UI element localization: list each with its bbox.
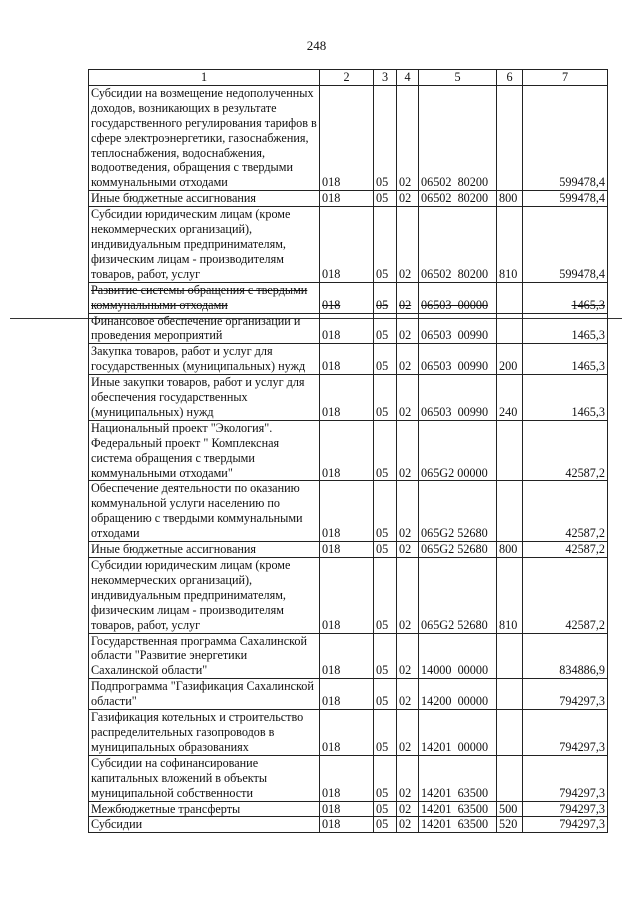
ministry-code-cell: 018 xyxy=(320,191,374,207)
row-name-cell: Межбюджетные трансферты xyxy=(89,801,320,817)
row-name-cell: Государственная программа Сахалинской области "Развитие энергетики Сахалинской области" xyxy=(89,633,320,679)
amount-cell: 834886,9 xyxy=(523,633,608,679)
amount-cell: 42587,2 xyxy=(523,481,608,542)
subsection-code-cell: 02 xyxy=(397,633,419,679)
ministry-code-cell: 018 xyxy=(320,207,374,283)
subsection-code-cell: 02 xyxy=(397,85,419,190)
ministry-code-cell: 018 xyxy=(320,755,374,801)
row-name-cell: Финансовое обеспечение организации и проведения мероприятий xyxy=(89,313,320,344)
subsection-code-cell: 02 xyxy=(397,817,419,833)
subsection-code-cell: 02 xyxy=(397,710,419,756)
ministry-code-cell: 018 xyxy=(320,801,374,817)
expense-type-cell: 520 xyxy=(497,817,523,833)
section-code-cell: 05 xyxy=(374,801,397,817)
expense-type-cell xyxy=(497,313,523,344)
row-name-cell: Развитие системы обращения с твердыми коммунальными отходами xyxy=(89,282,320,313)
amount-cell: 599478,4 xyxy=(523,207,608,283)
amount-cell: 794297,3 xyxy=(523,679,608,710)
ministry-code-cell: 018 xyxy=(320,679,374,710)
row-name-cell: Закупка товаров, работ и услуг для государственных (муниципальных) нужд xyxy=(89,344,320,375)
section-code-cell: 05 xyxy=(374,817,397,833)
subsection-code-cell: 02 xyxy=(397,313,419,344)
table-row xyxy=(89,558,608,634)
expense-type-cell xyxy=(497,710,523,756)
subsection-code-cell: 02 xyxy=(397,542,419,558)
budget-table xyxy=(88,69,608,833)
row-name-cell: Иные бюджетные ассигнования xyxy=(89,191,320,207)
header-row xyxy=(89,70,608,86)
table-row xyxy=(89,755,608,801)
subsection-code-cell: 02 xyxy=(397,481,419,542)
row-name-cell: Обеспечение деятельности по оказанию коммунальной услуги населению по обращению с твердыми коммунальными отходами xyxy=(89,481,320,542)
ministry-code-cell: 018 xyxy=(320,633,374,679)
page-number: 248 xyxy=(306,38,327,53)
ministry-code-cell: 018 xyxy=(320,313,374,344)
table-row xyxy=(89,679,608,710)
subsection-code-cell: 02 xyxy=(397,207,419,283)
subsection-code-cell: 02 xyxy=(397,191,419,207)
table-row xyxy=(89,375,608,421)
expense-type-cell xyxy=(497,679,523,710)
subsection-code-cell: 02 xyxy=(397,375,419,421)
header-cell: 5 xyxy=(419,70,497,86)
target-article-cell: 14201 63500 xyxy=(419,801,497,817)
expense-type-cell: 810 xyxy=(497,558,523,634)
target-article-cell: 06503 00990 xyxy=(419,313,497,344)
header-cell: 1 xyxy=(89,70,320,86)
header-cell: 4 xyxy=(397,70,419,86)
ministry-code-cell: 018 xyxy=(320,542,374,558)
subsection-code-cell: 02 xyxy=(397,679,419,710)
amount-cell: 42587,2 xyxy=(523,542,608,558)
ministry-code-cell: 018 xyxy=(320,344,374,375)
section-code-cell: 05 xyxy=(374,375,397,421)
header-cell: 6 xyxy=(497,70,523,86)
section-code-cell: 05 xyxy=(374,710,397,756)
table-row xyxy=(89,344,608,375)
target-article-cell: 06503 00990 xyxy=(419,375,497,421)
expense-type-cell: 800 xyxy=(497,191,523,207)
amount-cell: 1465,3 xyxy=(523,344,608,375)
table-row xyxy=(89,801,608,817)
amount-cell: 599478,4 xyxy=(523,191,608,207)
section-code-cell: 05 xyxy=(374,282,397,313)
table-row xyxy=(89,191,608,207)
subsection-code-cell: 02 xyxy=(397,755,419,801)
target-article-cell: 065G2 00000 xyxy=(419,420,497,481)
row-name-cell: Иные бюджетные ассигнования xyxy=(89,542,320,558)
target-article-cell: 14201 00000 xyxy=(419,710,497,756)
row-name-cell: Субсидии на возмещение недополученных доходов, возникающих в результате государственного регулирования тарифов в сфере электроэнергетики, газоснабжения, теплоснабжения, водоснабжения, водоотведения, обращения с твердыми коммунальными отходами xyxy=(89,85,320,190)
ministry-code-cell: 018 xyxy=(320,85,374,190)
amount-cell: 599478,4 xyxy=(523,85,608,190)
target-article-cell: 14000 00000 xyxy=(419,633,497,679)
expense-type-cell: 240 xyxy=(497,375,523,421)
row-name-cell: Подпрограмма "Газификация Сахалинской области" xyxy=(89,679,320,710)
subsection-code-cell: 02 xyxy=(397,420,419,481)
ministry-code-cell: 018 xyxy=(320,282,374,313)
subsection-code-cell: 02 xyxy=(397,282,419,313)
target-article-cell: 065G2 52680 xyxy=(419,542,497,558)
target-article-cell: 14200 00000 xyxy=(419,679,497,710)
expense-type-cell xyxy=(497,420,523,481)
expense-type-cell: 200 xyxy=(497,344,523,375)
expense-type-cell xyxy=(497,633,523,679)
section-code-cell: 05 xyxy=(374,191,397,207)
section-code-cell: 05 xyxy=(374,85,397,190)
target-article-cell: 06502 80200 xyxy=(419,85,497,190)
row-name-cell: Иные закупки товаров, работ и услуг для обеспечения государственных (муниципальных) нужд xyxy=(89,375,320,421)
target-article-cell: 06502 80200 xyxy=(419,191,497,207)
section-code-cell: 05 xyxy=(374,420,397,481)
row-name-cell: Субсидии на софинансирование капитальных вложений в объекты муниципальной собственности xyxy=(89,755,320,801)
table-row xyxy=(89,85,608,190)
amount-cell: 42587,2 xyxy=(523,420,608,481)
section-code-cell: 05 xyxy=(374,558,397,634)
expense-type-cell: 810 xyxy=(497,207,523,283)
ministry-code-cell: 018 xyxy=(320,817,374,833)
expense-type-cell: 800 xyxy=(497,542,523,558)
ministry-code-cell: 018 xyxy=(320,710,374,756)
section-code-cell: 05 xyxy=(374,313,397,344)
table-row xyxy=(89,207,608,283)
section-code-cell: 05 xyxy=(374,755,397,801)
table-row xyxy=(89,282,608,313)
ministry-code-cell: 018 xyxy=(320,375,374,421)
amount-cell: 794297,3 xyxy=(523,817,608,833)
row-name-cell: Национальный проект "Экология". Федеральный проект " Комплексная система обращения с твердыми коммунальными отходами" xyxy=(89,420,320,481)
target-article-cell: 14201 63500 xyxy=(419,755,497,801)
section-code-cell: 05 xyxy=(374,344,397,375)
amount-cell: 1465,3 xyxy=(523,313,608,344)
subsection-code-cell: 02 xyxy=(397,558,419,634)
amount-cell: 794297,3 xyxy=(523,801,608,817)
amount-cell: 42587,2 xyxy=(523,558,608,634)
table-row xyxy=(89,633,608,679)
expense-type-cell xyxy=(497,481,523,542)
section-code-cell: 05 xyxy=(374,542,397,558)
table-row xyxy=(89,481,608,542)
table-row xyxy=(89,817,608,833)
amount-cell: 1465,3 xyxy=(523,375,608,421)
expense-type-cell xyxy=(497,282,523,313)
target-article-cell: 14201 63500 xyxy=(419,817,497,833)
subsection-code-cell: 02 xyxy=(397,801,419,817)
row-name-cell: Субсидии xyxy=(89,817,320,833)
header-cell: 3 xyxy=(374,70,397,86)
ministry-code-cell: 018 xyxy=(320,558,374,634)
table-row xyxy=(89,313,608,344)
table-row xyxy=(89,420,608,481)
target-article-cell: 065G2 52680 xyxy=(419,481,497,542)
row-name-cell: Газификация котельных и строительство распределительных газопроводов в муниципальных образованиях xyxy=(89,710,320,756)
header-cell: 2 xyxy=(320,70,374,86)
table-row xyxy=(89,542,608,558)
target-article-cell: 06503 00990 xyxy=(419,344,497,375)
amount-cell: 1465,3 xyxy=(523,282,608,313)
target-article-cell: 06503 00000 xyxy=(419,282,497,313)
row-name-cell: Субсидии юридическим лицам (кроме некоммерческих организаций), индивидуальным предпринимателям, физическим лицам - производителям товаров, работ, услуг xyxy=(89,207,320,283)
target-article-cell: 06502 80200 xyxy=(419,207,497,283)
expense-type-cell: 500 xyxy=(497,801,523,817)
row-name-cell: Субсидии юридическим лицам (кроме некоммерческих организаций), индивидуальным предпринимателям, физическим лицам - производителям товаров, работ, услуг xyxy=(89,558,320,634)
section-code-cell: 05 xyxy=(374,481,397,542)
section-code-cell: 05 xyxy=(374,633,397,679)
amount-cell: 794297,3 xyxy=(523,710,608,756)
expense-type-cell xyxy=(497,755,523,801)
subsection-code-cell: 02 xyxy=(397,344,419,375)
target-article-cell: 065G2 52680 xyxy=(419,558,497,634)
ministry-code-cell: 018 xyxy=(320,481,374,542)
amount-cell: 794297,3 xyxy=(523,755,608,801)
table-row xyxy=(89,710,608,756)
section-code-cell: 05 xyxy=(374,207,397,283)
expense-type-cell xyxy=(497,85,523,190)
header-cell: 7 xyxy=(523,70,608,86)
section-code-cell: 05 xyxy=(374,679,397,710)
ministry-code-cell: 018 xyxy=(320,420,374,481)
